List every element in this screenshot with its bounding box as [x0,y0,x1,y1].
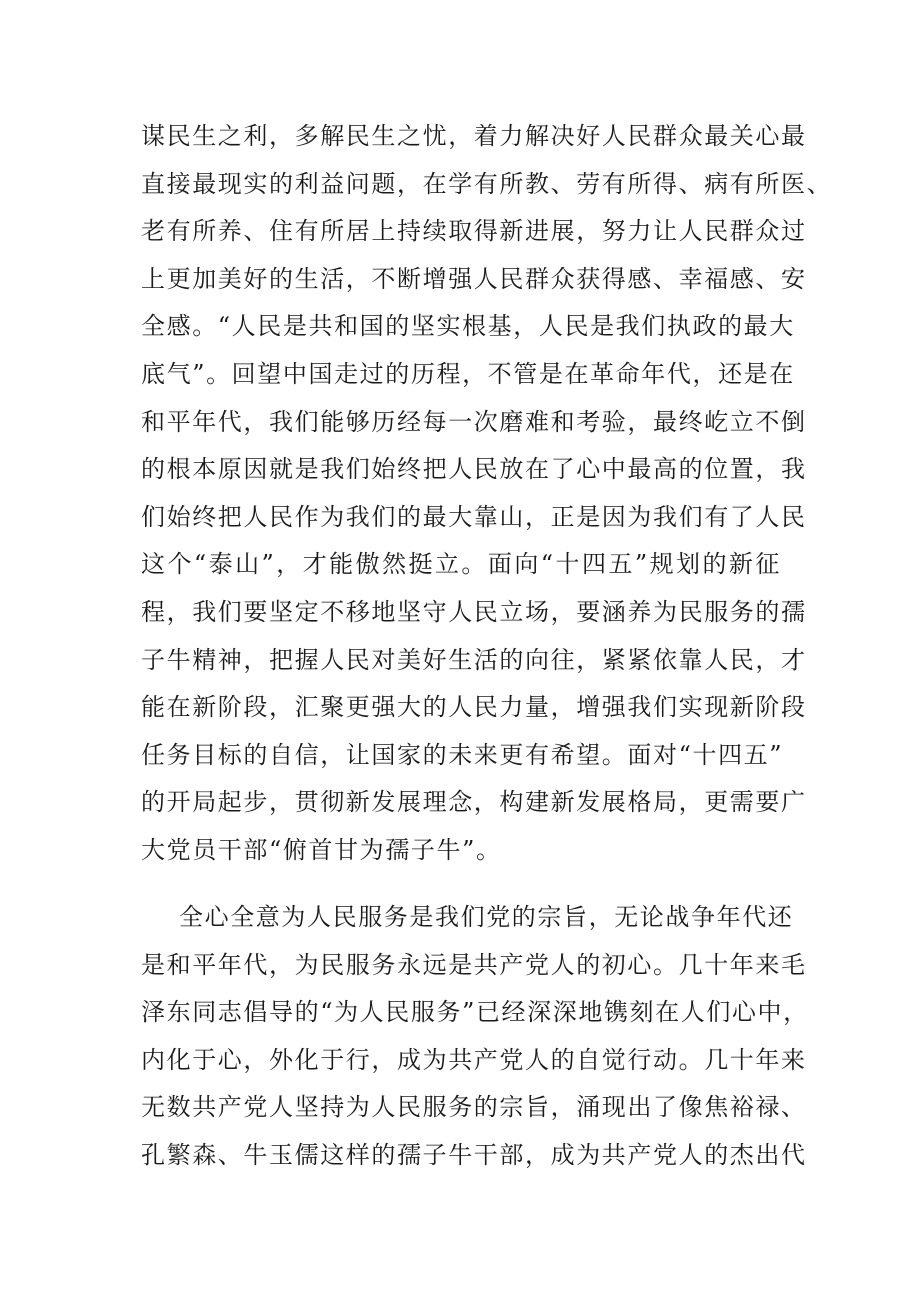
text-line: 全心全意为人民服务是我们党的宗旨，无论战争年代还 [179,903,794,931]
text-line: 上更加美好的生活，不断增强人民群众获得感、幸福感、安 [141,264,807,293]
text-line: 子牛精神，把握人民对美好生活的向往，紧紧依靠人民，才 [141,645,807,674]
text-line: 是和平年代，为民服务永远是共产党人的初心。几十年来毛 [141,950,807,979]
text-line: 和平年代，我们能够历经每一次磨难和考验，最终屹立不倒 [141,407,807,436]
text-line: 无数共产党人坚持为人民服务的宗旨，涌现出了像焦裕禄、 [141,1093,807,1122]
text-line: 内化于心，外化于行，成为共产党人的自觉行动。几十年来 [141,1045,807,1074]
paragraph-2 [141,894,809,1180]
text-line: 孔繁森、牛玉儒这样的孺子牛干部，成为共产党人的杰出代 [141,1140,807,1169]
text-line: 谋民生之利，多解民生之忧，着力解决好人民群众最关心最 [141,122,807,150]
text-line: 直接最现实的利益问题，在学有所教、劳有所得、病有所医、 [141,169,833,198]
text-line: 泽东同志倡导的“为人民服务”已经深深地镌刻在人们心中， [141,998,809,1027]
text-line: 的根本原因就是我们始终把人民放在了心中最高的位置，我 [141,455,807,484]
text-line: 底气”。回望中国走过的历程，不管是在革命年代，还是在 [141,359,795,388]
text-line: 们始终把人民作为我们的最大靠山，正是因为我们有了人民 [141,502,807,531]
text-line: 全感。“人民是共和国的坚实根基，人民是我们执政的最大 [141,312,795,341]
text-line: 程，我们要坚定不移地坚守人民立场，要涵养为民服务的孺 [141,597,807,626]
text-line: 这个“泰山”，才能傲然挺立。面向“十四五”规划的新征 [141,550,781,579]
paragraph-1 [141,113,833,875]
text-line: 任务目标的自信，让国家的未来更有希望。面对“十四五” [141,740,784,769]
text-line: 能在新阶段，汇聚更强大的人民力量，增强我们实现新阶段 [141,693,807,722]
text-line: 大党员干部“俯首甘为孺子牛”。 [141,835,502,864]
text-line: 老有所养、住有所居上持续取得新进展，努力让人民群众过 [141,217,807,246]
text-line: 的开局起步，贯彻新发展理念，构建新发展格局，更需要广 [141,788,807,817]
